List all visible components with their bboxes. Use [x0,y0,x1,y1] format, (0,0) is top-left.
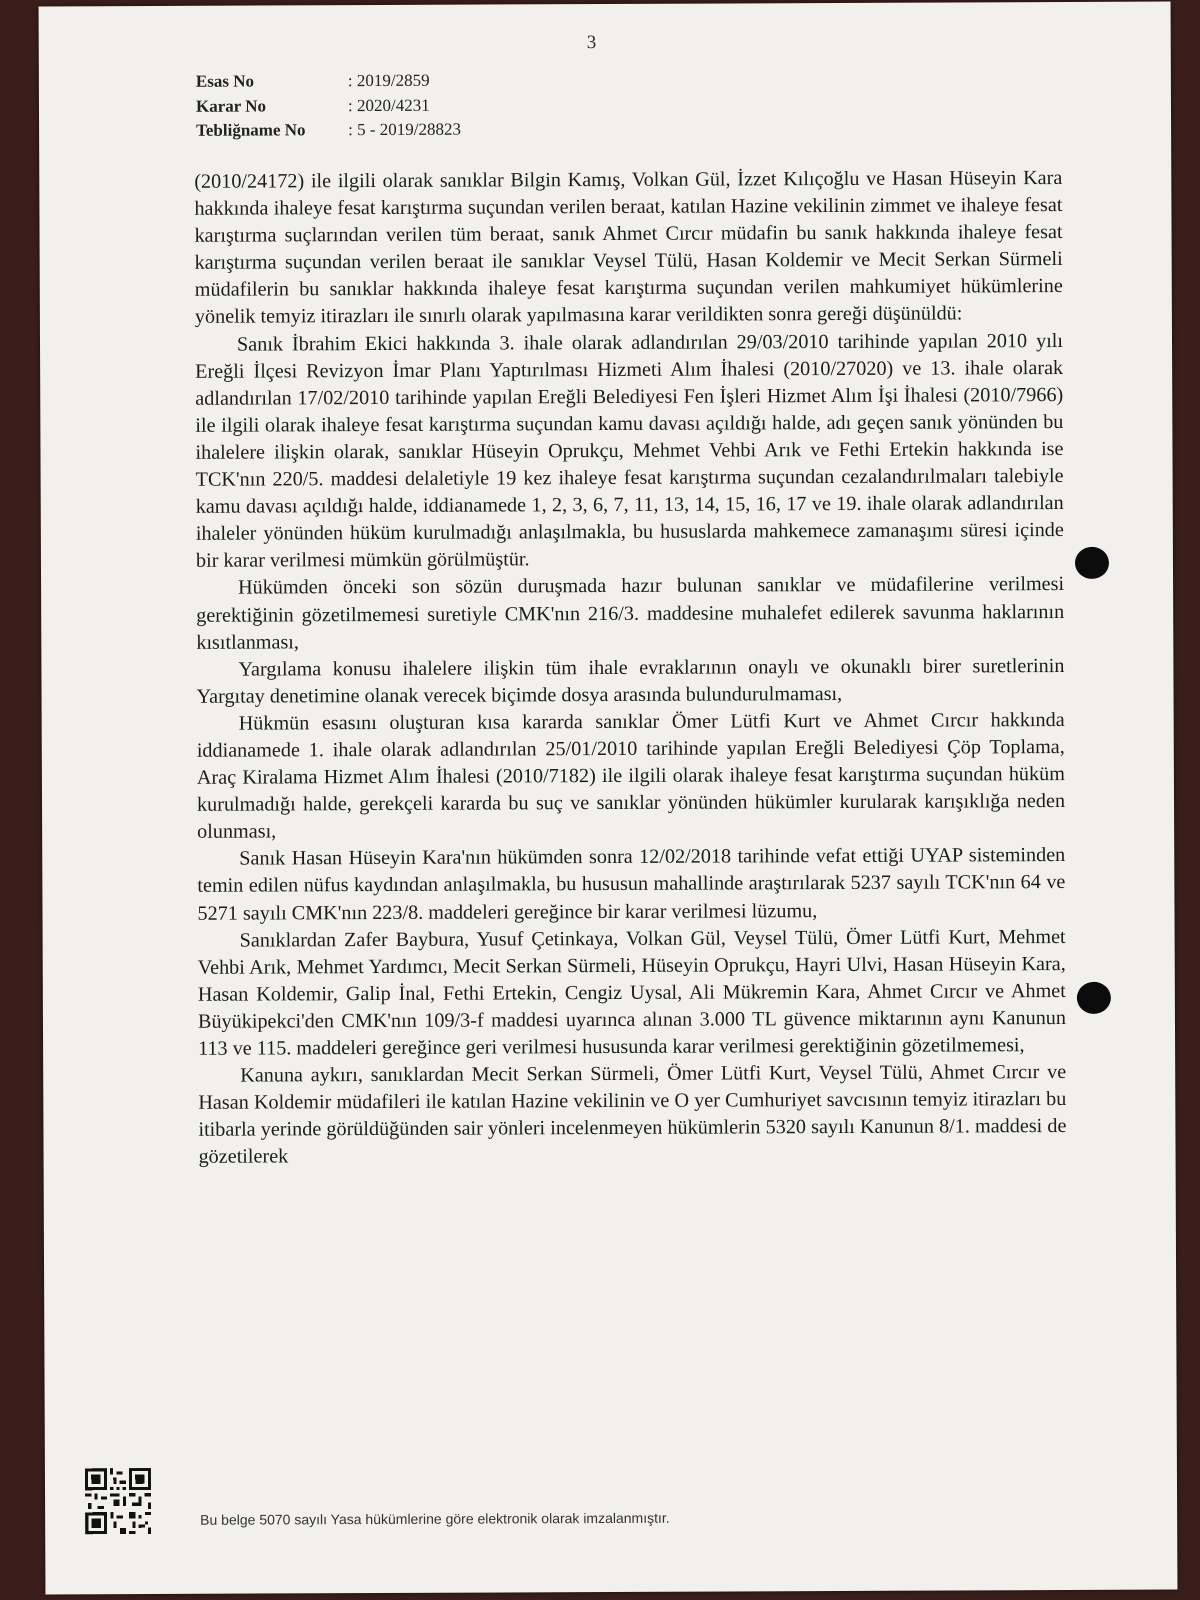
teblig-label: Tebliğname No [196,120,306,140]
paragraph: Hükümden önceki son sözün duruşmada hazır bulunan sanıklar ve müdafilerine verilmesi gerektiğinin gözetilmemesi suretiyle CMK'nın 216/3. maddesine muhalefet edilerek savunma haklarının kısıtlanması, [196,573,1065,654]
karar-label: Karar No [195,95,267,116]
paragraph: Sanık İbrahim Ekici hakkında 3. ihale olarak adlandırılan 29/03/2010 tarihinde yapılan 2010 yılı Ereğli İlçesi Revizyon İmar Planı Yaptırılması Hizmeti Alım İhalesi (2010/27020) ve 13. ihale olarak adlandırılan 17/02/2010 tarihinde yapılan Ereğli Belediyesi Fen İşleri Hizmet Alım İşi İhalesi (2010/7966) ile ilgili olarak ihaleye fesat karıştırma suçundan kamu davası açıldığı halde, adı geçen sanık yönünden bu ihalelere ilişkin olarak, sanıklar Hüseyin Oprukçu, Mehmet Vehbi Arık ve Fethi Ertekin hakkında ise TCK'nın 220/5. maddesi delaletiyle 19 kez ihaleye fesat karıştırma suçundan cezalandırılmaları talebiyle kamu davası açıldığı halde, iddianamede 1, 2, 3, 6, 7, 11, 13, 14, 15, 16, 17 ve 19. ihale olarak adlandırılan ihaleler yönünden hüküm kurulmadığı anlaşılmakla, bu hususlarda mahkemece zamanaşımı süresi içinde bir karar verilmesi mümkün görülmüştür. [195,329,1064,573]
punch-hole [1075,547,1109,579]
paragraph: (2010/24172) ile ilgili olarak sanıklar Bilgin Kamış, Volkan Gül, İzzet Kılıçoğlu ve Hasan Hüseyin Kara hakkında ihaleye fesat karıştırma suçundan verilen beraat, katılan Hazine vekilinin zimmet ve ihaleye fesat karıştırma suçlarından verilen tüm beraat, sanık Ahmet Cırcır müdafin bu sanık hakkında ihaleye fesat karıştırma suçundan verilen beraat ile sanıklar Veysel Tülü, Hasan Koldemir ve Mecit Serkan Sürmeli müdafilerin bu sanıklar hakkında ihaleye fesat karıştırma suçundan verilen mahkumiyet hükümlerine yönelik temyiz itirazları ile sınırlı olarak yapılmasına karar verildikten sonra gereği düşünüldü: [194,167,1063,329]
esas-row [196,69,461,95]
esas-value: : 2019/2859 [347,70,430,91]
document-page [39,2,1178,1595]
page-number: 3 [586,32,597,54]
paragraph: Hükmün esasını oluşturan kısa kararda sanıklar Ömer Lütfi Kurt ve Ahmet Cırcır hakkında iddianamede 1. ihale olarak adlandırılan 25/01/2010 tarihinde yapılan Ereğli Belediyesi Çöp Toplama, Araç Kiralama Hizmet Alım İhalesi (2010/7182) ile ilgili olarak ihaleye fesat karıştırma suçundan hüküm kurulmadığı halde, gerekçeli kararda bu suç ve sanıklar yönünden hükümler kurularak karışıklığa neden olunması, [196,708,1066,844]
paragraph: Kanuna aykırı, sanıklardan Mecit Serkan Sürmeli, Ömer Lütfi Kurt, Veysel Tülü, Ahmet Cırcır ve Hasan Koldemir müdafileri ile katılan Hazine vekilinin ve O yer Cumhuriyet savcısının temyiz itirazları bu itibarla yerinde görüldüğünden sair yönleri incelenmeyen hükümlerin 5320 sayılı Kanunun 8/1. maddesi de gözetilerek [198,1061,1067,1169]
karar-row [196,93,461,119]
decision-body [194,165,1066,1171]
qr-code-icon [85,1468,151,1534]
case-header [196,69,461,144]
esas-label: Esas No [195,71,255,91]
karar-value: : 2020/4231 [347,95,430,115]
paragraph: Yargılama konusu ihalelere ilişkin tüm ihale evraklarının onaylı ve okunaklı birer suretlerinin Yargıtay denetimine olanak verecek biçimde dosya arasında bulundurulmaması, [196,654,1065,708]
paragraph: Sanık Hasan Hüseyin Kara'nın hükümden sonra 12/02/2018 tarihinde vefat ettiği UYAP sisteminden temin edilen nüfus kaydından anlaşılmakla, bu hususun mahallinde araştırılarak 5237 sayılı TCK'nın 64 ve 5271 sayılı CMK'nın 223/8. maddeleri gereğince bir karar verilmesi lüzumu, [197,844,1066,925]
e-signature-note: Bu belge 5070 sayılı Yasa hükümlerine göre elektronik olarak imzalanmıştır. [200,1509,670,1528]
teblig-value: : 5 - 2019/28823 [348,119,461,140]
punch-hole [1077,982,1111,1014]
teblig-row [196,118,461,144]
paragraph: Sanıklardan Zafer Baybura, Yusuf Çetinkaya, Volkan Gül, Veysel Tülü, Ömer Lütfi Kurt, Mehmet Vehbi Arık, Mehmet Yardımcı, Mecit Serkan Sürmeli, Hüseyin Oprukçu, Hayri Ulvi, Hasan Hüseyin Kara, Hasan Koldemir, Galip İnal, Fethi Ertekin, Cengiz Uysal, Ali Mükremin Kara, Ahmet Cırcır ve Ahmet Büyükipekci'den CMK'nın 109/3-f maddesi uyarınca alınan 3.000 TL güvence miktarının aynı Kanunun 113 ve 115. maddeleri gereğince geri verilmesi hususunda karar verilmesi gerektiğinin gözetilmemesi, [197,925,1067,1060]
